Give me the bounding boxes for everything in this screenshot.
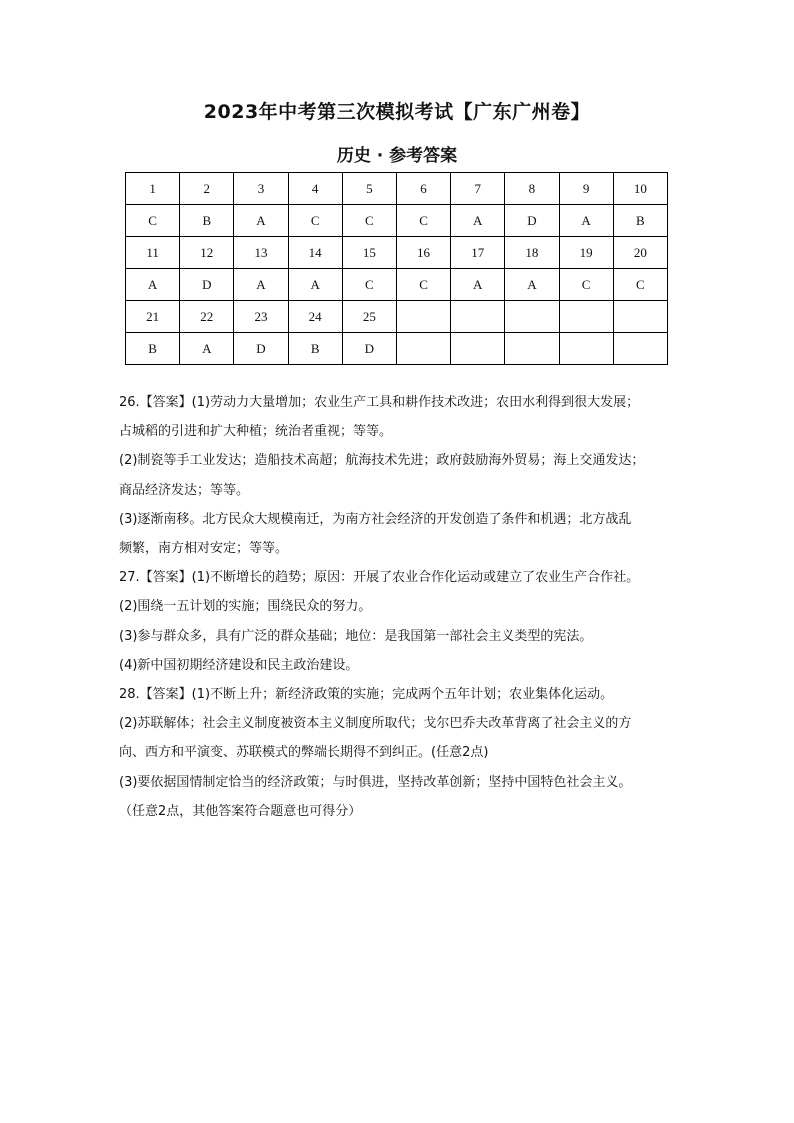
- answer-cell: D: [180, 269, 234, 301]
- question-number-cell: [396, 301, 450, 333]
- answer-text-line: 28.【答案】(1)不断上升；新经济政策的实施；完成两个五年计划；农业集体化运动。: [119, 687, 614, 703]
- question-number-cell: 14: [288, 237, 342, 269]
- answer-cell: C: [288, 205, 342, 237]
- answer-text-line: (3)逐渐南移。北方民众大规模南迁，为南方社会经济的开发创造了条件和机遇；北方战乱: [119, 511, 632, 527]
- answer-cell: A: [451, 205, 505, 237]
- answer-cell: D: [342, 333, 396, 365]
- answer-cell: A: [451, 269, 505, 301]
- question-number-cell: 10: [613, 173, 667, 205]
- question-number-cell: 8: [505, 173, 559, 205]
- answer-cell: [451, 333, 505, 365]
- question-number-cell: 15: [342, 237, 396, 269]
- question-number-cell: 16: [396, 237, 450, 269]
- answer-text-line: 频繁，南方相对安定；等等。: [119, 541, 289, 557]
- question-number-row: [126, 237, 668, 269]
- answer-text-line: 26.【答案】(1)劳动力大量增加；农业生产工具和耕作技术改进；农田水利得到很大发展；: [119, 395, 640, 410]
- question-number-cell: 24: [288, 301, 342, 333]
- answer-cell: B: [613, 205, 667, 237]
- answer-cell: A: [126, 269, 180, 301]
- answer-row: [126, 333, 668, 365]
- question-number-cell: 4: [288, 173, 342, 205]
- question-number-cell: 11: [126, 237, 180, 269]
- answer-cell: C: [396, 205, 450, 237]
- question-number-cell: 12: [180, 237, 234, 269]
- answer-cell: [613, 333, 667, 365]
- answer-cell: A: [559, 205, 613, 237]
- question-number-cell: 21: [126, 301, 180, 333]
- answer-cell: A: [234, 205, 288, 237]
- page-title: 2023年中考第三次模拟考试【广东广州卷】: [203, 101, 591, 123]
- answer-cell: B: [126, 333, 180, 365]
- question-number-cell: 3: [234, 173, 288, 205]
- question-number-cell: 2: [180, 173, 234, 205]
- answer-text-line: 向、西方和平演变、苏联模式的弊端长期得不到纠正。(任意2点): [119, 745, 489, 761]
- question-number-cell: 13: [234, 237, 288, 269]
- answer-cell: C: [342, 205, 396, 237]
- answer-text-line: (3)参与群众多，具有广泛的群众基础；地位：是我国第一部社会主义类型的宪法。: [119, 628, 593, 644]
- question-number-cell: [505, 301, 559, 333]
- question-number-cell: 5: [342, 173, 396, 205]
- question-number-cell: 18: [505, 237, 559, 269]
- question-number-cell: 7: [451, 173, 505, 205]
- question-number-cell: [613, 301, 667, 333]
- answer-row: [126, 205, 668, 237]
- answer-text-line: (2)苏联解体；社会主义制度被资本主义制度所取代；戈尔巴乔夫改革背离了社会主义的方: [119, 716, 632, 732]
- answer-cell: C: [559, 269, 613, 301]
- answer-text-line: (2)围绕一五计划的实施；围绕民众的努力。: [119, 599, 372, 615]
- page-subtitle: 历史 · 参考答案: [336, 146, 458, 166]
- answer-cell: [505, 333, 559, 365]
- question-number-cell: 20: [613, 237, 667, 269]
- question-number-cell: 23: [234, 301, 288, 333]
- question-number-row: [126, 301, 668, 333]
- question-number-cell: 9: [559, 173, 613, 205]
- answer-cell: B: [288, 333, 342, 365]
- question-number-cell: 22: [180, 301, 234, 333]
- answer-cell: C: [126, 205, 180, 237]
- answer-text-line: (2)制瓷等手工业发达；造船技术高超；航海技术先进；政府鼓励海外贸易；海上交通发达；: [119, 453, 645, 469]
- answers-section: [119, 388, 679, 826]
- question-number-cell: 25: [342, 301, 396, 333]
- answer-cell: D: [505, 205, 559, 237]
- answer-cell: C: [342, 269, 396, 301]
- answer-cell: A: [180, 333, 234, 365]
- answer-table: [125, 172, 668, 365]
- question-number-cell: 17: [451, 237, 505, 269]
- answer-text-line: 商品经济发达；等等。: [119, 482, 250, 498]
- answer-text-line: 27.【答案】(1)不断增长的趋势；原因：开展了农业合作化运动或建立了农业生产合作社。: [119, 570, 640, 586]
- question-number-row: [126, 173, 668, 205]
- question-number-cell: 19: [559, 237, 613, 269]
- answer-cell: A: [505, 269, 559, 301]
- answer-text-line: (3)要依据国情制定恰当的经济政策；与时俱进，坚持改革创新；坚持中国特色社会主义。: [119, 774, 632, 790]
- answer-cell: [396, 333, 450, 365]
- question-number-cell: 1: [126, 173, 180, 205]
- answer-text-line: 占城稻的引进和扩大种植；统治者重视；等等。: [119, 424, 393, 440]
- answer-text-line: (4)新中国初期经济建设和民主政治建设。: [119, 657, 359, 673]
- answer-cell: A: [234, 269, 288, 301]
- answer-cell: A: [288, 269, 342, 301]
- answer-row: [126, 269, 668, 301]
- question-number-cell: [451, 301, 505, 333]
- question-number-cell: 6: [396, 173, 450, 205]
- answer-text-line: （任意2点，其他答案符合题意也可得分）: [119, 803, 362, 819]
- answer-cell: C: [396, 269, 450, 301]
- answer-cell: [559, 333, 613, 365]
- answer-cell: C: [613, 269, 667, 301]
- question-number-cell: [559, 301, 613, 333]
- answer-cell: B: [180, 205, 234, 237]
- answer-cell: D: [234, 333, 288, 365]
